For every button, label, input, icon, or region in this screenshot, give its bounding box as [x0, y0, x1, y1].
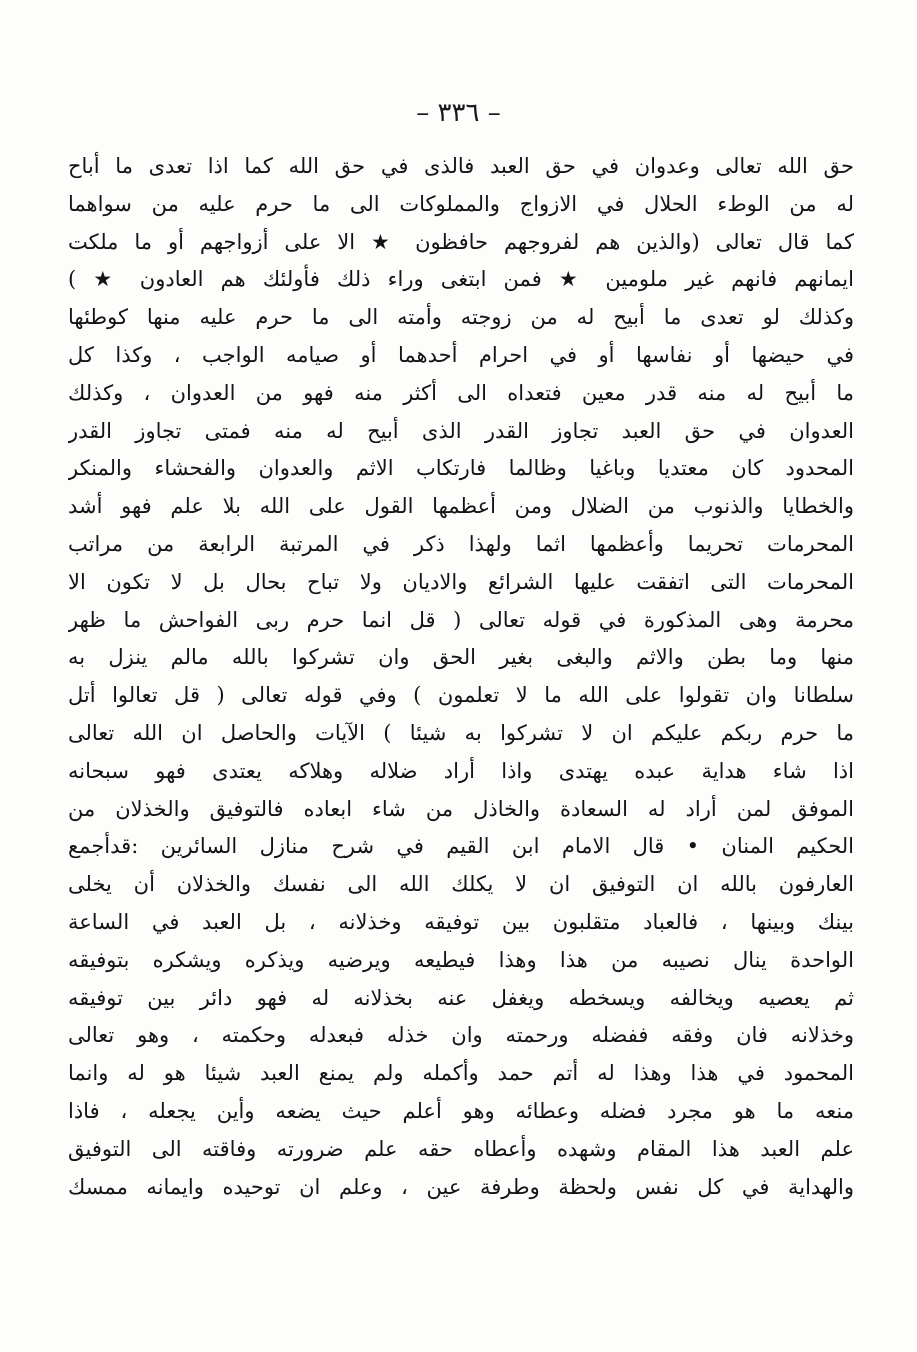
text-line: له من الوطء الحلال في الازواج والمملوكات الى ما حرم عليه من سواهما — [68, 191, 854, 216]
text-line: منها وما بطن والاثم والبغى بغير الحق وان تشركوا بالله مالم ينزل به — [68, 645, 854, 670]
text-line: المحرمات التى اتفقت عليها الشرائع والاديان ولا تباح بحال بل لا تكون الا — [68, 569, 854, 594]
text-line: المحدود كان معتديا وباغيا وظالما فارتكاب الاثم والعدوان والفحشاء والمنكر — [68, 456, 854, 481]
text-line: وخذلانه فان وفقه ففضله ورحمته وان خذله فبعدله وحكمته ، وهو تعالى — [68, 1023, 854, 1048]
text-line: والهداية في كل نفس ولحظة وطرفة عين ، وعلم ان توحيده وايمانه ممسك — [68, 1174, 854, 1199]
text-line: بينك وبينها ، فالعباد متقلبون بين توفيقه وخذلانه ، بل العبد في الساعة — [68, 909, 854, 934]
text-line: سلطانا وان تقولوا على الله ما لا تعلمون ) وفي قوله تعالى ( قل تعالوا أتل — [68, 683, 854, 708]
text-line: المحرمات تحريما وأعظمها اثما ولهذا ذكر في المرتبة الرابعة من مراتب — [68, 531, 854, 556]
page-number: – ٣٣٦ – — [416, 98, 501, 128]
text-line: حق الله تعالى وعدوان في حق العبد فالذى في حق الله كما اذا تعدى ما أباح — [68, 154, 854, 178]
text-line: اذا شاء هداية عبده يهتدى واذا أراد ضلاله وهلاكه يعتدى فهو سبحانه — [68, 758, 854, 783]
text-line: كما قال تعالى (والذين هم لفروجهم حافظون ★ الا على أزواجهم أو ما ملكت — [68, 229, 854, 254]
text-line: وكذلك لو تعدى ما أبيح له من زوجته وأمته الى ما حرم عليه منها كوطئها — [68, 305, 854, 330]
text-line: ما أبيح له منه قدر معين فتعداه الى أكثر منه فهو من العدوان ، وكذلك — [68, 380, 854, 405]
text-line: منعه ما هو مجرد فضله وعطائه وهو أعلم حيث يضعه وأين يجعله ، فاذا — [68, 1098, 854, 1123]
text-line: العدوان في حق العبد تجاوز القدر الذى أبيح له منه فمتى تجاوز القدر — [68, 418, 854, 443]
text-line: ما حرم ربكم عليكم ان لا تشركوا به شيئا ) الآيات والحاصل ان الله تعالى — [68, 720, 854, 745]
text-line: الواحدة ينال نصيبه من هذا وهذا فيطيعه ويرضيه ويذكره ويشكره بتوفيقه — [68, 947, 854, 972]
text-line: الموفق لمن أراد له السعادة والخاذل من شاء ابعاده فالتوفيق والخذلان من — [68, 796, 854, 821]
text-line: الحكيم المنان • قال الامام ابن القيم في شرح منازل السائرين :قدأجمع — [68, 834, 854, 859]
text-line: المحمود في هذا وهذا له أتم حمد وأكمله ولم يمنع العبد شيئا هو له وانما — [68, 1061, 854, 1086]
text-line: ايمانهم فانهم غير ملومين ★ فمن ابتغى وراء ذلك فأولئك هم العادون ★ ) — [68, 267, 854, 292]
text-line: محرمة وهى المذكورة في قوله تعالى ( قل انما حرم ربى الفواحش ما ظهر — [68, 607, 854, 632]
body-text — [68, 148, 854, 1206]
text-line: العارفون بالله ان التوفيق ان لا يكلك الله الى نفسك والخذلان أن يخلى — [68, 872, 854, 897]
text-line: ثم يعصيه ويخالفه ويسخطه ويغفل عنه بخذلانه له فهو دائر بين توفيقه — [68, 985, 854, 1010]
text-line: علم العبد هذا المقام وشهده وأعطاه حقه علم ضرورته وفاقته الى التوفيق — [68, 1136, 854, 1161]
text-line: والخطايا والذنوب من الضلال ومن أعظمها القول على الله بلا علم فهو أشد — [68, 494, 854, 519]
text-line: في حيضها أو نفاسها أو في احرام أحدهما أو صيامه الواجب ، وكذا كل — [68, 342, 854, 367]
